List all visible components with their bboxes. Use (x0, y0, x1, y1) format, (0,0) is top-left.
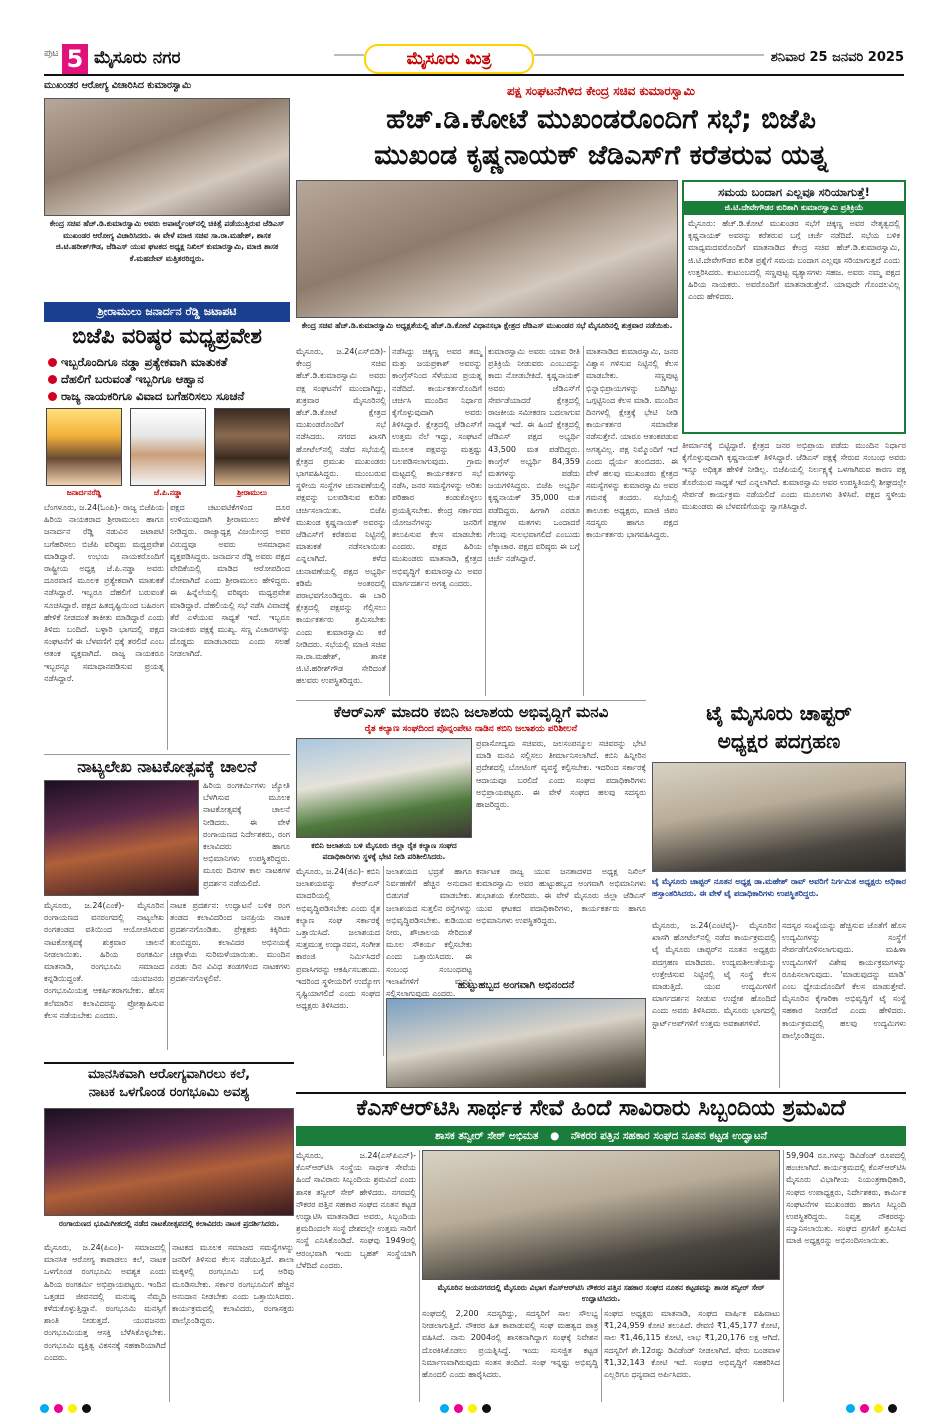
tie-lead: ಟೈ ಮೈಸೂರು ಚಾಪ್ಟರ್ ನೂತನ ಅಧ್ಯಕ್ಷ ಡಾ.ಮಹೇಶ್ ರಾವ್ ಅವರಿಗೆ ನಿರ್ಗಮಿತ ಅಧ್ಯಕ್ಷರು ಅಧಿಕಾರ ಹಸ್ತಾಂತರಿಸಿದರು. ಈ ವೇಳೆ ಟೈ ಪದಾಧಿಕಾರಿಗಳು ಉಪಸ್ಥಿತರಿದ್ದರು. (652, 877, 906, 899)
tag-separator-icon: ● (550, 1130, 560, 1142)
top-left-kicker: ಮುಖಂಡರ ಆರೋಗ್ಯ ವಿಚಾರಿಸಿದ ಕುಮಾರಸ್ವಾಮಿ (44, 80, 192, 91)
name-sriramulu: ಶ್ರೀರಾಮುಲು (237, 488, 267, 497)
column-rule (167, 502, 168, 750)
tie-col1: ಮೈಸೂರು, ಜ.24(ಎಂಟಿವೈ)- ಮೈಸೂರಿನ ಖಾಸಗಿ ಹೋಟೆಲ್‌ನಲ್ಲಿ ನಡೆದ ಕಾರ್ಯಕ್ರಮದಲ್ಲಿ ಟೈ ಮೈಸೂರು ಚಾಪ್ಟರ್‌ನ ನೂತನ ಅಧ್ಯಕ್ಷರು ಪದಗ್ರಹಣ ಮಾಡಿದರು. ಉದ್ಯಮಶೀಲತೆಯನ್ನು ಉತ್ತೇಜಿಸುವ ನಿಟ್ಟಿನಲ್ಲಿ ಟೈ ಸಂಸ್ಥೆ ಕೆಲಸ ಮಾಡುತ್ತಿದೆ. ಯುವ ಉದ್ಯಮಿಗಳಿಗೆ ಮಾರ್ಗದರ್ಶನ ನೀಡುವ ಉದ್ದೇಶ ಹೊಂದಿದೆ ಎಂದು ಅವರು ತಿಳಿಸಿದರು. ಮೈಸೂರು ಭಾಗದಲ್ಲಿ ಸ್ಟಾರ್ಟ್‌ಅಪ್‌ಗಳಿಗೆ ಉತ್ತಮ ಅವಕಾಶಗಳಿವೆ. (652, 921, 776, 1028)
cyan-dot-icon (846, 1404, 855, 1413)
color-registration-marks (846, 1404, 916, 1416)
portrait-janardhana-reddy (46, 408, 122, 486)
theatre-col2: ನಾಟಕದ ಮೂಲಕ ಸಮಾಜದ ಸಮಸ್ಯೆಗಳನ್ನು ಜನರಿಗೆ ತಿಳಿಸುವ ಕೆಲಸ ನಡೆಯುತ್ತಿದೆ. ಶಾಲಾ ಮಕ್ಕಳಲ್ಲಿ ರಂಗಭೂಮಿ ಬಗ್ಗೆ ಅರಿವು ಮೂಡಿಸಬೇಕು. ಸರ್ಕಾರ ರಂಗಭೂಮಿಗೆ ಹೆಚ್ಚಿನ ಅನುದಾನ ನೀಡಬೇಕು ಎಂದು ಒತ್ತಾಯಿಸಿದರು. ಕಾರ್ಯಕ್ರಮದಲ್ಲಿ ಕಲಾವಿದರು, ರಂಗಾಸಕ್ತರು ಪಾಲ್ಗೊಂಡಿದ್ದರು. (172, 1243, 294, 1326)
theatre-headline-line1: ಮಾನಸಿಕವಾಗಿ ಆರೋಗ್ಯವಾಗಿರಲು ಕಲೆ, (87, 1067, 251, 1082)
anganwadi-text: ಕರ್ನಾಟಕ ರಾಜ್ಯ ಯುವ ಜನತಾದಳದ ಅಧ್ಯಕ್ಷ ನಿಖಿಲ್ ಕುಮಾರಸ್ವಾಮಿ ಅವರ ಹುಟ್ಟುಹಬ್ಬದ ಅಂಗವಾಗಿ ಅಭಿಮಾನಿಗಳು ಶುಭಾಶಯ ಕೋರಿದರು. ಈ ವೇಳೆ ಮೈಸೂರು ಜಿಲ್ಲಾ ಜೆಡಿಎಸ್ ಯುವ ಘಟಕದ ಪದಾಧಿಕಾರಿಗಳು, ಕಾರ್ಯಕರ್ತರು ಹಾಗೂ ಅಭಿಮಾನಿಗಳು ಉಪಸ್ಥಿತರಿದ್ದರು. (476, 867, 646, 925)
main-story-photo (296, 180, 678, 318)
main-story-col1: ಮೈಸೂರು, ಜ.24(ಎಸ್‌ಬಿಡಿ)- ಕೇಂದ್ರ ಸಚಿವ ಹೆಚ್.ಡಿ.ಕುಮಾರಸ್ವಾಮಿ ಅವರು ಪಕ್ಷ ಸಂಘಟನೆಗೆ ಮುಂದಾಗಿದ್ದು, ಶುಕ್ರವಾರ ಮೈಸೂರಿನಲ್ಲಿ ಹೆಚ್.ಡಿ.ಕೋಟೆ ಕ್ಷೇತ್ರದ ಮುಖಂಡರೊಂದಿಗೆ ಸಭೆ ನಡೆಸಿದರು. ನಗರದ ಖಾಸಗಿ ಹೋಟೆಲ್‌ನಲ್ಲಿ ನಡೆದ ಸಭೆಯಲ್ಲಿ ಕ್ಷೇತ್ರದ ಪ್ರಮುಖ ಮುಖಂಡರು ಭಾಗವಹಿಸಿದ್ದರು. ಮುಂಬರುವ ಸ್ಥಳೀಯ ಸಂಸ್ಥೆಗಳ ಚುನಾವಣೆಯಲ್ಲಿ ಪಕ್ಷವನ್ನು ಬಲಪಡಿಸುವ ಕುರಿತು ಚರ್ಚಿಸಲಾಯಿತು. ಬಿಜೆಪಿ ಮುಖಂಡ ಕೃಷ್ಣನಾಯಕ್ ಅವರನ್ನು ಜೆಡಿಎಸ್‌ಗೆ ಕರೆತರುವ ನಿಟ್ಟಿನಲ್ಲಿ ಮಾತುಕತೆ ನಡೆಸಲಾಯಿತು ಎನ್ನಲಾಗಿದೆ. ಕಳೆದ ಚುನಾವಣೆಯಲ್ಲಿ ಪಕ್ಷದ ಅಭ್ಯರ್ಥಿ ಕಡಿಮೆ ಅಂತರದಲ್ಲಿ ಪರಾಭವಗೊಂಡಿದ್ದರು. ಈ ಬಾರಿ ಕ್ಷೇತ್ರದಲ್ಲಿ ಪಕ್ಷವನ್ನು ಗೆಲ್ಲಿಸಲು ಕಾರ್ಯಕರ್ತರು ಶ್ರಮಿಸಬೇಕು ಎಂದು ಕುಮಾರಸ್ವಾಮಿ ಕರೆ ನೀಡಿದರು. ಸಭೆಯಲ್ಲಿ ಮಾಜಿ ಸಚಿವ ಸಾ.ರಾ.ಮಹೇಶ್, ಶಾಸಕ ಜಿ.ಟಿ.ಹರೀಶ್‌ಗೌಡ ಸೇರಿದಂತೆ ಹಲವರು ಉಪಸ್ಥಿತರಿದ್ದರು. (296, 347, 386, 686)
masthead-rule (334, 54, 364, 56)
section-name: ಮೈಸೂರು ನಗರ (94, 48, 181, 68)
masthead-rule (534, 54, 764, 56)
main-story-photo-caption: ಕೇಂದ್ರ ಸಚಿವ ಹೆಚ್.ಡಿ.ಕುಮಾರಸ್ವಾಮಿ ಅಧ್ಯಕ್ಷತೆಯಲ್ಲಿ ಹೆಚ್.ಡಿ.ಕೋಟೆ ವಿಧಾನಸಭಾ ಕ್ಷೇತ್ರದ ಜೆಡಿಎಸ್ ಮುಖಂಡರ ಸಭೆ ಮೈಸೂರಿನಲ್ಲಿ ಶುಕ್ರವಾರ ನಡೆಯಿತು. (301, 321, 673, 330)
issue-date: ಶನಿವಾರ 25 ಜನವರಿ 2025 (770, 50, 904, 65)
tie-col2: ಸದಸ್ಯರ ಸಂಖ್ಯೆಯನ್ನು ಹೆಚ್ಚಿಸುವ ಜೊತೆಗೆ ಹೊಸ ಉದ್ಯಮಿಗಳನ್ನು ಸಂಸ್ಥೆಗೆ ಸೇರ್ಪಡೆಗೊಳಿಸಲಾಗುವುದು. ಮಹಿಳಾ ಉದ್ಯಮಿಗಳಿಗೆ ವಿಶೇಷ ಕಾರ್ಯಕ್ರಮಗಳನ್ನು ರೂಪಿಸಲಾಗುವುದು. 'ಮಾಡುವುದನ್ನು ಮಾಡಿ' ಎಂಬ ಧ್ಯೇಯದೊಂದಿಗೆ ಕೆಲಸ ಮಾಡುತ್ತೇವೆ. ಮೈಸೂರಿನ ಕೈಗಾರಿಕಾ ಅಭಿವೃದ್ಧಿಗೆ ಟೈ ಸಂಸ್ಥೆ ಸಹಕಾರ ನೀಡಲಿದೆ ಎಂದು ಹೇಳಿದರು. ಕಾರ್ಯಕ್ರಮದಲ್ಲಿ ಹಲವು ಉದ್ಯಮಿಗಳು ಪಾಲ್ಗೊಂಡಿದ್ದರು. (782, 921, 906, 1040)
magenta-dot-icon (454, 1404, 463, 1413)
anganwadi-photo (386, 998, 646, 1088)
name-janardhana-reddy: ಜನಾರ್ದನರೆಡ್ಡಿ (66, 488, 102, 497)
page-label: ಪುಟ (44, 48, 59, 59)
side-box (682, 180, 906, 434)
name-jp-nadda: ಜೆ.ಪಿ.ನಡ್ಡಾ (153, 488, 183, 497)
black-dot-icon (82, 1404, 91, 1413)
bjp-story-headline: ಬಿಜೆಪಿ ವರಿಷ್ಠರ ಮಧ್ಯಪ್ರವೇಶ (72, 324, 262, 348)
cyan-dot-icon (40, 1404, 49, 1413)
kabini-story-subhead: ರೈತ ಕಲ್ಯಾಣ ಸಂಘದಿಂದ ಪೊನ್ನಂಪೇಟ ನಾಡಿನ ಕಬಿನಿ ಜಲಾಶಯ ಪರಿಶೀಲನೆ (364, 724, 578, 734)
black-dot-icon (888, 1404, 897, 1413)
ksrtc-headline: ಕೆಎಸ್‌ಆರ್‌ಟಿಸಿ ಸಾರ್ಥಕ ಸೇವೆ ಹಿಂದೆ ಸಾವಿರಾರು ಸಿಬ್ಬಂದಿಯ ಶ್ರಮವಿದೆ (356, 1096, 846, 1121)
column-rule (779, 920, 780, 1088)
column-rule (167, 900, 168, 1050)
tie-headline-line1: ಟೈ ಮೈಸೂರು ಚಾಪ್ಟರ್ (706, 701, 852, 725)
bjp-story-col1: ಬೆಂಗಳೂರು, ಜ.24(ಓಂಪಿ)- ರಾಜ್ಯ ಬಿಜೆಪಿಯ ಹಿರಿಯ ನಾಯಕರಾದ ಶ್ರೀರಾಮುಲು ಹಾಗೂ ಜನಾರ್ದನ ರೆಡ್ಡಿ ನಡುವಿನ ಜಟಾಪಟಿ ಬಗೆಹರಿಸಲು ಬಿಜೆಪಿ ವರಿಷ್ಠರು ಮಧ್ಯಪ್ರವೇಶ ಮಾಡಿದ್ದಾರೆ. ಉಭಯ ನಾಯಕರೊಂದಿಗೆ ರಾಷ್ಟ್ರೀಯ ಅಧ್ಯಕ್ಷ ಜೆ.ಪಿ.ನಡ್ಡಾ ಅವರು ದೂರವಾಣಿ ಮೂಲಕ ಪ್ರತ್ಯೇಕವಾಗಿ ಮಾತುಕತೆ ನಡೆಸಿದ್ದಾರೆ. ಇಬ್ಬರೂ ದೆಹಲಿಗೆ ಬರುವಂತೆ ಸೂಚಿಸಿದ್ದಾರೆ. ಪಕ್ಷದ ಹಿತದೃಷ್ಟಿಯಿಂದ ಬಹಿರಂಗ ಹೇಳಿಕೆ ನೀಡದಂತೆ ತಾಕೀತು ಮಾಡಿದ್ದಾರೆ ಎಂದು ತಿಳಿದು ಬಂದಿದೆ. ಬಳ್ಳಾರಿ ಭಾಗದಲ್ಲಿ ಪಕ್ಷದ ಸಂಘಟನೆಗೆ ಈ ಬೆಳವಣಿಗೆ ಧಕ್ಕೆ ತರಲಿದೆ ಎಂಬ ಆತಂಕ ವ್ಯಕ್ತವಾಗಿದೆ. ರಾಜ್ಯ ನಾಯಕರೂ ಇಬ್ಬರನ್ನೂ ಸಮಾಧಾನಪಡಿಸುವ ಪ್ರಯತ್ನ ನಡೆಸಿದ್ದಾರೆ. (44, 503, 164, 683)
drama-story-headline: ನಾಟ್ಯಲೇಖ ನಾಟಕೋತ್ಸವಕ್ಕೆ ಚಾಲನೆ (77, 757, 257, 776)
drama-story-col2: ನಾಟಕ ಪ್ರದರ್ಶನ: ಉದ್ಘಾಟನೆ ಬಳಿಕ ರಂಗ ತಂಡದ ಕಲಾವಿದರಿಂದ ಜನಪ್ರಿಯ ನಾಟಕ ಪ್ರದರ್ಶನಗೊಂಡಿತು. ಪ್ರೇಕ್ಷಕರು ಕಿಕ್ಕಿರಿದು ತುಂಬಿದ್ದರು. ಕಲಾವಿದರ ಅಭಿನಯಕ್ಕೆ ಚಪ್ಪಾಳೆಯ ಸುರಿಮಳೆಯಾಯಿತು. ಮುಂದಿನ ಎರಡು ದಿನ ವಿವಿಧ ತಂಡಗಳಿಂದ ನಾಟಕಗಳು ಪ್ರದರ್ಶನಗೊಳ್ಳಲಿವೆ. (170, 901, 290, 984)
theatre-headline-line2: ನಾಟಕ ಒಳಗೊಂಡ ರಂಗಭೂಮಿ ಅವಶ್ಯ (88, 1085, 250, 1100)
bjp-bullets (48, 354, 290, 405)
yellow-dot-icon (468, 1404, 477, 1413)
theatre-stage-photo (44, 1108, 294, 1216)
portrait-sriramulu (214, 408, 290, 486)
kabini-story-col2: ಜಲಾಶಯದ ಭದ್ರತೆ ಹಾಗೂ ನಿರ್ವಹಣೆಗೆ ಹೆಚ್ಚಿನ ಅನುದಾನ ಬಿಡುಗಡೆ ಮಾಡಬೇಕು. ಜಲಾಶಯದ ಸುತ್ತಲಿನ ರಸ್ತೆಗಳನ್ನು ಅಭಿವೃದ್ಧಿಪಡಿಸಬೇಕು. ಕುಡಿಯುವ ನೀರು, ಶೌಚಾಲಯ ಸೇರಿದಂತೆ ಮೂಲ ಸೌಕರ್ಯ ಕಲ್ಪಿಸಬೇಕು ಎಂದು ಒತ್ತಾಯಿಸಿದರು. ಈ ಸಂಬಂಧ ಸಂಬಂಧಪಟ್ಟ ಇಲಾಖೆಗಳಿಗೆ ಮನವಿ ಸಲ್ಲಿಸಲಾಗುವುದು ಎಂದರು. (386, 867, 472, 999)
column-rule (419, 1150, 420, 1402)
ksrtc-photo-caption: ಮೈಸೂರಿನ ಜಯನಗರದಲ್ಲಿ ಮೈಸೂರು ವಿಭಾಗ ಕೆಎಸ್‌ಆರ್‌ಟಿಸಿ ನೌಕರರ ಪತ್ತಿನ ಸಹಕಾರ ಸಂಘದ ನೂತನ ಕಟ್ಟಡವನ್ನು ಶಾಸಕ ತನ್ವೀರ್ ಸೇಠ್ ಉದ್ಘಾಟಿಸಿದರು. (437, 1283, 765, 1303)
section-rule (296, 700, 646, 701)
color-registration-marks (440, 1404, 510, 1416)
main-story-col4: ಮಾತನಾಡಿದ ಕುಮಾರಸ್ವಾಮಿ, ಜನರ ವಿಶ್ವಾಸ ಗಳಿಸುವ ನಿಟ್ಟಿನಲ್ಲಿ ಕೆಲಸ ಮಾಡಬೇಕು. ಸಣ್ಣಪುಟ್ಟ ಭಿನ್ನಾಭಿಪ್ರಾಯಗಳನ್ನು ಬದಿಗಿಟ್ಟು ಒಗ್ಗಟ್ಟಿನಿಂದ ಕೆಲಸ ಮಾಡಿ. ಮುಂದಿನ ದಿನಗಳಲ್ಲಿ ಕ್ಷೇತ್ರಕ್ಕೆ ಭೇಟಿ ನೀಡಿ ಕಾರ್ಯಕರ್ತರ ಸಮಾವೇಶ ನಡೆಸುತ್ತೇನೆ. ಯಾರೂ ಆತಂಕಪಡುವ ಅಗತ್ಯವಿಲ್ಲ. ಪಕ್ಷ ನಿಮ್ಮೊಂದಿಗೆ ಇದೆ ಎಂದು ಧೈರ್ಯ ತುಂಬಿದರು. ಈ ವೇಳೆ ಹಲವು ಮುಖಂಡರು ಕ್ಷೇತ್ರದ ಸಮಸ್ಯೆಗಳನ್ನು ಕುಮಾರಸ್ವಾಮಿ ಅವರ ಗಮನಕ್ಕೆ ತಂದರು. ಸಭೆಯಲ್ಲಿ ತಾಲೂಕು ಅಧ್ಯಕ್ಷರು, ಮಾಜಿ ಜಿಪಂ ಸದಸ್ಯರು ಹಾಗೂ ಪಕ್ಷದ ಕಾರ್ಯಕರ್ತರು ಭಾಗವಹಿಸಿದ್ದರು. (586, 347, 678, 540)
column-rule (485, 346, 486, 696)
bjp-story-col2: ಪಕ್ಷದ ಚಟುವಟಿಕೆಗಳಿಂದ ದೂರ ಉಳಿಯುವುದಾಗಿ ಶ್ರೀರಾಮುಲು ಹೇಳಿಕೆ ನೀಡಿದ್ದರು. ರಾಜ್ಯಾಧ್ಯಕ್ಷ ವಿಜಯೇಂದ್ರ ಅವರ ವಿರುದ್ಧವೂ ಅವರು ಅಸಮಾಧಾನ ವ್ಯಕ್ತಪಡಿಸಿದ್ದರು. ಜನಾರ್ದನ ರೆಡ್ಡಿ ಅವರು ಪಕ್ಷದ ವೇದಿಕೆಯಲ್ಲಿ ಮಾಡಿದ ಆರೋಪದಿಂದ ನೋವಾಗಿದೆ ಎಂದು ಶ್ರೀರಾಮುಲು ಹೇಳಿದ್ದರು. ಈ ಹಿನ್ನೆಲೆಯಲ್ಲಿ ವರಿಷ್ಠರು ಮಧ್ಯಪ್ರವೇಶ ಮಾಡಿದ್ದಾರೆ. ದೆಹಲಿಯಲ್ಲಿ ಸಭೆ ನಡೆಸಿ ವಿವಾದಕ್ಕೆ ತೆರೆ ಎಳೆಯುವ ಸಾಧ್ಯತೆ ಇದೆ. ಇಬ್ಬರೂ ನಾಯಕರು ಪಕ್ಷಕ್ಕೆ ಮುಖ್ಯ. ಸಣ್ಣ ವಿಚಾರಗಳನ್ನು ದೊಡ್ಡದು ಮಾಡಬಾರದು ಎಂದು ಸಲಹೆ ನೀಡಲಾಗಿದೆ. (170, 503, 290, 659)
main-headline-line2: ಮುಖಂಡ ಕೃಷ್ಣನಾಯಕ್ ಜೆಡಿಎಸ್‌ಗೆ ಕರೆತರುವ ಯತ್ನ (374, 140, 828, 171)
column-rule (583, 346, 584, 696)
magenta-dot-icon (54, 1404, 63, 1413)
column-rule (169, 1242, 170, 1402)
kabini-story-photo-caption: ಕಬಿನಿ ಜಲಾಶಯ ಬಳಿ ಮೈಸೂರು ಜಿಲ್ಲಾ ರೈತ ಕಲ್ಯಾಣ ಸಂಘದ ಪದಾಧಿಕಾರಿಗಳು ಸ್ಥಳಕ್ಕೆ ಭೇಟಿ ನೀಡಿ ಪರಿಶೀಲಿಸಿದರು. (311, 841, 457, 861)
main-headline-line1: ಹೆಚ್.ಡಿ.ಕೋಟೆ ಮುಖಂಡರೊಂದಿಗೆ ಸಭೆ; ಬಿಜೆಪಿ (386, 104, 816, 135)
masthead (44, 44, 904, 76)
ksrtc-tag-bar (296, 1126, 906, 1146)
bjp-story-kicker: ಶ್ರೀರಾಮುಲು ಜನಾರ್ದನ ರೆಡ್ಡಿ ಜಟಾಪಟಿ (44, 302, 290, 322)
ksrtc-col3: ಸಂಘದ ಅಧ್ಯಕ್ಷರು ಮಾತನಾಡಿ, ಸಂಘದ ವಾರ್ಷಿಕ ವಹಿವಾಟು ₹1,24,959 ಕೋಟಿ ತಲುಪಿದೆ. ಠೇವಣಿ ₹1,45,177 ಕೋಟಿ, ಸಾಲ ₹1,46,115 ಕೋಟಿ, ಲಾಭ ₹1,20,176 ಲಕ್ಷ ಆಗಿದೆ. ಸದಸ್ಯರಿಗೆ ಶೇ.12ರಷ್ಟು ಡಿವಿಡೆಂಡ್ ನೀಡಲಾಗಿದೆ. ಷೇರು ಬಂಡವಾಳ ₹1,32,143 ಕೋಟಿ ಇದೆ. ಸಂಘದ ಅಭಿವೃದ್ಧಿಗೆ ಸಹಕರಿಸಿದ ಎಲ್ಲರಿಗೂ ಧನ್ಯವಾದ ಅರ್ಪಿಸಿದರು. (604, 1309, 780, 1380)
health-visit-photo (44, 98, 290, 216)
black-dot-icon (482, 1404, 491, 1413)
bullet-icon (48, 375, 57, 384)
main-story-kicker: ಪಕ್ಷ ಸಂಘಟನೆಗಿಳಿದ ಕೇಂದ್ರ ಸಚಿವ ಕುಮಾರಸ್ವಾಮಿ (296, 80, 906, 104)
drama-story-side-text: ಹಿರಿಯ ರಂಗಕರ್ಮಿಗಳು ಜ್ಯೋತಿ ಬೆಳಗಿಸುವ ಮೂಲಕ ನಾಟಕೋತ್ಸವಕ್ಕೆ ಚಾಲನೆ ನೀಡಿದರು. ಈ ವೇಳೆ ರಂಗಾಯಣದ ನಿರ್ದೇಶಕರು, ರಂಗ ಕಲಾವಿದರು ಹಾಗೂ ಅಭಿಮಾನಿಗಳು ಉಪಸ್ಥಿತರಿದ್ದರು. ಮೂರು ದಿನಗಳ ಕಾಲ ನಾಟಕಗಳ ಪ್ರದರ್ಶನ ನಡೆಯಲಿದೆ. (203, 781, 290, 888)
bjp-bullet: ಇಬ್ಬರೊಂದಿಗೂ ನಡ್ಡಾ ಪ್ರತ್ಯೇಕವಾಗಿ ಮಾತುಕತೆ (48, 354, 290, 371)
side-box-subhead: ಜಿ.ಟಿ.ದೇವೇಗೌಡರ ಕುರಿತಾಗಿ ಕುಮಾರಸ್ವಾಮಿ ಪ್ರತಿಕ್ರಿಯೆ (684, 201, 904, 215)
yellow-dot-icon (68, 1404, 77, 1413)
bullet-icon (48, 392, 57, 401)
kabini-story-headline: ಕೆಆರ್‌ಎಸ್ ಮಾದರಿ ಕಬಿನಿ ಜಲಾಶಯ ಅಭಿವೃದ್ಧಿಗೆ ಮನವಿ (333, 703, 609, 721)
paper-name: ಮೈಸೂರು ಮಿತ್ರ (364, 44, 534, 74)
ksrtc-photo (422, 1150, 780, 1280)
ksrtc-col2: ಸಂಘದಲ್ಲಿ 2,200 ಸದಸ್ಯರಿದ್ದು, ಸದಸ್ಯರಿಗೆ ಸಾಲ ಸೌಲಭ್ಯ ನೀಡಲಾಗುತ್ತಿದೆ. ನೌಕರರ ಹಿತ ಕಾಪಾಡುವಲ್ಲಿ ಸಂಘ ಮಹತ್ವದ ಪಾತ್ರ ವಹಿಸಿದೆ. ನಾನು 2004ರಲ್ಲಿ ಶಾಸಕನಾಗಿದ್ದಾಗ ಸಂಘಕ್ಕೆ ನಿವೇಶನ ದೊರಕಿಸಿಕೊಡಲು ಪ್ರಯತ್ನಿಸಿದ್ದೆ. ಇಂದು ಸುಸಜ್ಜಿತ ಕಟ್ಟಡ ನಿರ್ಮಾಣವಾಗಿರುವುದು ಸಂತಸ ತಂದಿದೆ. ಸಂಘ ಇನ್ನಷ್ಟು ಅಭಿವೃದ್ಧಿ ಹೊಂದಲಿ ಎಂದು ಹಾರೈಸಿದರು. (422, 1309, 598, 1380)
drama-story-photo (44, 780, 199, 896)
section-rule (296, 1092, 906, 1094)
ksrtc-tag1: ಶಾಸಕ ತನ್ವೀರ್ ಸೇಠ್ ಅಭಿಮತ (434, 1130, 539, 1142)
kabini-story-col3: ಪ್ರವಾಸೋದ್ಯಮ ಸಚಿವರು, ಜಲಸಂಪನ್ಮೂಲ ಸಚಿವರನ್ನು ಭೇಟಿ ಮಾಡಿ ಮನವಿ ಸಲ್ಲಿಸಲು ತೀರ್ಮಾನಿಸಲಾಗಿದೆ. ಕಬಿನಿ ಹಿನ್ನೀರಿನ ಪ್ರದೇಶದಲ್ಲಿ ಬೋಟಿಂಗ್ ವ್ಯವಸ್ಥೆ ಕಲ್ಪಿಸಬೇಕು. ಇದರಿಂದ ಸರ್ಕಾರಕ್ಕೆ ಆದಾಯವೂ ಬರಲಿದೆ ಎಂದು ಸಂಘದ ಪದಾಧಿಕಾರಿಗಳು ಅಭಿಪ್ರಾಯಪಟ್ಟರು. ಈ ವೇಳೆ ಸಂಘದ ಹಲವು ಸದಸ್ಯರು ಹಾಜರಿದ್ದರು. (476, 739, 646, 810)
column-rule (383, 866, 384, 1056)
ksrtc-col4: 59,904 ರೂ.ಗಳನ್ನು ಡಿವಿಡೆಂಡ್ ರೂಪದಲ್ಲಿ ಹಂಚಲಾಗಿದೆ. ಕಾರ್ಯಕ್ರಮದಲ್ಲಿ ಕೆಎಸ್‌ಆರ್‌ಟಿಸಿ ಮೈಸೂರು ವಿಭಾಗೀಯ ನಿಯಂತ್ರಣಾಧಿಕಾರಿ, ಸಂಘದ ಉಪಾಧ್ಯಕ್ಷರು, ನಿರ್ದೇಶಕರು, ಕಾರ್ಮಿಕ ಸಂಘಟನೆಗಳ ಮುಖಂಡರು ಹಾಗೂ ಸಿಬ್ಬಂದಿ ಉಪಸ್ಥಿತರಿದ್ದರು. ನಿವೃತ್ತ ನೌಕರರನ್ನು ಸನ್ಮಾನಿಸಲಾಯಿತು. ಸಂಘದ ಪ್ರಗತಿಗೆ ಶ್ರಮಿಸಿದ ಮಾಜಿ ಅಧ್ಯಕ್ಷರನ್ನು ಅಭಿನಂದಿಸಲಾಯಿತು. (786, 1151, 906, 1246)
column-rule (783, 1150, 784, 1402)
main-story-col5: ತೀರ್ಮಾನಕ್ಕೆ ಬಿಟ್ಟಿದ್ದಾರೆ. ಕ್ಷೇತ್ರದ ಜನರ ಅಭಿಪ್ರಾಯ ಪಡೆದು ಮುಂದಿನ ನಿರ್ಧಾರ ಕೈಗೊಳ್ಳುವುದಾಗಿ ಕೃಷ್ಣನಾಯಕ್ ತಿಳಿಸಿದ್ದಾರೆ. ಜೆಡಿಎಸ್ ಪಕ್ಷಕ್ಕೆ ಸೇರುವ ಸಂಬಂಧ ಅವರು ಇನ್ನೂ ಅಧಿಕೃತ ಹೇಳಿಕೆ ನೀಡಿಲ್ಲ. ಬಿಜೆಪಿಯಲ್ಲಿ ನಿರ್ಲಕ್ಷ್ಯಕ್ಕೆ ಒಳಗಾಗಿರುವ ಕಾರಣ ಪಕ್ಷ ತೊರೆಯುವ ಸಾಧ್ಯತೆ ಇದೆ ಎನ್ನಲಾಗಿದೆ. ಕುಮಾರಸ್ವಾಮಿ ಅವರ ಉಪಸ್ಥಿತಿಯಲ್ಲಿ ಶೀಘ್ರದಲ್ಲೇ ಸೇರ್ಪಡೆ ಕಾರ್ಯಕ್ರಮ ನಡೆಯಲಿದೆ ಎಂದು ಮೂಲಗಳು ತಿಳಿಸಿವೆ. ಪಕ್ಷದ ಸ್ಥಳೀಯ ಮುಖಂಡರು ಈ ಬೆಳವಣಿಗೆಯನ್ನು ಸ್ವಾಗತಿಸಿದ್ದಾರೆ. (682, 441, 906, 512)
ksrtc-col1: ಮೈಸೂರು, ಜ.24(ಎಸ್‌ಪಿಎನ್)- ಕೆಎಸ್‌ಆರ್‌ಟಿಸಿ ಸಂಸ್ಥೆಯ ಸಾರ್ಥಕ ಸೇವೆಯ ಹಿಂದೆ ಸಾವಿರಾರು ಸಿಬ್ಬಂದಿಯ ಶ್ರಮವಿದೆ ಎಂದು ಶಾಸಕ ತನ್ವೀರ್ ಸೇಠ್ ಹೇಳಿದರು. ನಗರದಲ್ಲಿ ನೌಕರರ ಪತ್ತಿನ ಸಹಕಾರ ಸಂಘದ ನೂತನ ಕಟ್ಟಡ ಉದ್ಘಾಟಿಸಿ ಮಾತನಾಡಿದ ಅವರು, ಸಿಬ್ಬಂದಿಯ ಶ್ರಮದಿಂದಲೇ ಸಂಸ್ಥೆ ದೇಶದಲ್ಲೇ ಉತ್ತಮ ಸಾರಿಗೆ ಸಂಸ್ಥೆ ಎನಿಸಿಕೊಂಡಿದೆ. ಸಂಘವು 1949ರಲ್ಲಿ ಆರಂಭವಾಗಿ ಇಂದು ಬೃಹತ್ ಸಂಸ್ಥೆಯಾಗಿ ಬೆಳೆದಿದೆ ಎಂದರು. (296, 1151, 416, 1270)
column-rule (389, 346, 390, 696)
side-box-headline: ಸಮಯ ಬಂದಾಗ ಎಲ್ಲವೂ ಸರಿಯಾಗುತ್ತೆ! (718, 185, 870, 199)
color-registration-marks (40, 1404, 110, 1416)
main-story-col2: ನಡೆಸಿದ್ದು ಚಿಕ್ಕಣ್ಣ ಅವರ ತಮ್ಮ ಮತ್ತು ಜಯಪ್ರಕಾಶ್ ಅವರನ್ನು ಕಾಂಗ್ರೆಸ್‌ನಿಂದ ಸೆಳೆಯುವ ಪ್ರಯತ್ನ ನಡೆದಿದೆ. ಕಾರ್ಯಕರ್ತರೊಂದಿಗೆ ಚರ್ಚಿಸಿ ಮುಂದಿನ ನಿರ್ಧಾರ ಕೈಗೊಳ್ಳುವುದಾಗಿ ಅವರು ತಿಳಿಸಿದ್ದಾರೆ. ಕ್ಷೇತ್ರದಲ್ಲಿ ಜೆಡಿಎಸ್‌ಗೆ ಉತ್ತಮ ನೆಲೆ ಇದ್ದು, ಸಂಘಟನೆ ಮೂಲಕ ಪಕ್ಷವನ್ನು ಮತ್ತಷ್ಟು ಬಲಪಡಿಸಲಾಗುವುದು. ಗ್ರಾಮ ಮಟ್ಟದಲ್ಲಿ ಕಾರ್ಯಕರ್ತರ ಸಭೆ ನಡೆಸಿ, ಜನರ ಸಮಸ್ಯೆಗಳನ್ನು ಅರಿತು ಪರಿಹಾರ ಕಂಡುಕೊಳ್ಳಲು ಪ್ರಯತ್ನಿಸಬೇಕು. ಕೇಂದ್ರ ಸರ್ಕಾರದ ಯೋಜನೆಗಳನ್ನು ಜನರಿಗೆ ತಲುಪಿಸುವ ಕೆಲಸ ಮಾಡಬೇಕು ಎಂದರು. ಪಕ್ಷದ ಹಿರಿಯ ಮುಖಂಡರು ಮಾತನಾಡಿ, ಕ್ಷೇತ್ರದ ಅಭಿವೃದ್ಧಿಗೆ ಕುಮಾರಸ್ವಾಮಿ ಅವರ ಮಾರ್ಗದರ್ಶನ ಅಗತ್ಯ ಎಂದರು. (392, 347, 482, 588)
column-rule (601, 1308, 602, 1402)
section-rule (44, 1062, 294, 1064)
anganwadi-headline: ಹುಟ್ಟುಹಬ್ಬದ ಅಂಗವಾಗಿ ಅಭಿನಂದನೆ (457, 980, 575, 991)
bullet-icon (48, 358, 57, 367)
main-story-col3: ಕುಮಾರಸ್ವಾಮಿ ಅವರು ಯಾವ ರೀತಿ ಪ್ರತಿಕ್ರಿಯೆ ನೀಡುವರು ಎಂಬುದನ್ನು ಕಾದು ನೋಡಬೇಕಿದೆ. ಕೃಷ್ಣನಾಯಕ್ ಅವರು ಜೆಡಿಎಸ್‌ಗೆ ಸೇರ್ಪಡೆಯಾದರೆ ಕ್ಷೇತ್ರದಲ್ಲಿ ರಾಜಕೀಯ ಸಮೀಕರಣ ಬದಲಾಗುವ ಸಾಧ್ಯತೆ ಇದೆ. ಈ ಹಿಂದೆ ಕ್ಷೇತ್ರದಲ್ಲಿ ಜೆಡಿಎಸ್ ಪಕ್ಷದ ಅಭ್ಯರ್ಥಿ 43,500 ಮತ ಪಡೆದಿದ್ದರು. ಕಾಂಗ್ರೆಸ್ ಅಭ್ಯರ್ಥಿ 84,359 ಮತಗಳನ್ನು ಪಡೆದು ಜಯಗಳಿಸಿದ್ದರು. ಬಿಜೆಪಿ ಅಭ್ಯರ್ಥಿ ಕೃಷ್ಣನಾಯಕ್ 35,000 ಮತ ಪಡೆದಿದ್ದರು. ಹೀಗಾಗಿ ಎರಡೂ ಪಕ್ಷಗಳ ಮತಗಳು ಒಂದಾದರೆ ಗೆಲುವು ಸುಲಭವಾಗಲಿದೆ ಎಂಬುದು ಲೆಕ್ಕಾಚಾರ. ಪಕ್ಷದ ವರಿಷ್ಠರು ಈ ಬಗ್ಗೆ ಚರ್ಚೆ ನಡೆಸಿದ್ದಾರೆ. (488, 347, 580, 564)
tie-headline-line2: ಅಧ್ಯಕ್ಷರ ಪದಗ್ರಹಣ (717, 729, 841, 753)
bjp-bullet: ರಾಜ್ಯ ನಾಯಕರಿಗೂ ವಿವಾದ ಬಗೆಹರಿಸಲು ಸೂಚನೆ (48, 388, 290, 405)
page-number: 5 (62, 44, 88, 74)
theatre-stage-caption: ರಂಗಾಯಣದ ಭೂಮಿಗೀತದಲ್ಲಿ ನಡೆದ ನಾಟಕೋತ್ಸವದಲ್ಲಿ ಕಲಾವಿದರು ನಾಟಕ ಪ್ರದರ್ಶಿಸಿದರು. (58, 1219, 280, 1228)
magenta-dot-icon (860, 1404, 869, 1413)
ksrtc-tag2: ನೌಕರರ ಪತ್ತಿನ ಸಹಕಾರ ಸಂಘದ ನೂತನ ಕಟ್ಟಡ ಉದ್ಘಾಟನೆ (570, 1130, 768, 1142)
side-box-text: ಮೈಸೂರು: ಹೆಚ್.ಡಿ.ಕೋಟೆ ಮುಖಂಡರ ಸಭೆಗೆ ಚಿಕ್ಕಣ್ಣ ಅವರ ನೇತೃತ್ವದಲ್ಲಿ ಕೃಷ್ಣನಾಯಕ್ ಅವರನ್ನು ಕರೆತರುವ ಬಗ್ಗೆ ಚರ್ಚೆ ನಡೆದಿದೆ. ಸಭೆಯ ಬಳಿಕ ಮಾಧ್ಯಮದವರೊಂದಿಗೆ ಮಾತನಾಡಿದ ಕೇಂದ್ರ ಸಚಿವ ಹೆಚ್.ಡಿ.ಕುಮಾರಸ್ವಾಮಿ, ಜಿ.ಟಿ.ದೇವೇಗೌಡರ ಕುರಿತ ಪ್ರಶ್ನೆಗೆ ಸಮಯ ಬಂದಾಗ ಎಲ್ಲವೂ ಸರಿಯಾಗುತ್ತದೆ ಎಂದು ಉತ್ತರಿಸಿದರು. ಕುಟುಂಬದಲ್ಲಿ ಸಣ್ಣಪುಟ್ಟ ವ್ಯತ್ಯಾಸಗಳು ಸಹಜ. ಅವರು ನಮ್ಮ ಪಕ್ಷದ ಹಿರಿಯ ನಾಯಕರು. ಅವರೊಂದಿಗೆ ಮಾತನಾಡುತ್ತೇನೆ. ಯಾವುದೇ ಗೊಂದಲವಿಲ್ಲ ಎಂದು ಹೇಳಿದರು. (688, 219, 900, 302)
kabini-story-photo (296, 738, 472, 838)
kabini-story-col1: ಮೈಸೂರು, ಜ.24(ಜಿಎ)- ಕಬಿನಿ ಜಲಾಶಯವನ್ನು ಕೆಆರ್‌ಎಸ್ ಮಾದರಿಯಲ್ಲಿ ಅಭಿವೃದ್ಧಿಪಡಿಸಬೇಕು ಎಂದು ರೈತ ಕಲ್ಯಾಣ ಸಂಘ ಸರ್ಕಾರಕ್ಕೆ ಒತ್ತಾಯಿಸಿದೆ. ಜಲಾಶಯದ ಸುತ್ತಮುತ್ತ ಉದ್ಯಾನವನ, ಸಂಗೀತ ಕಾರಂಜಿ ನಿರ್ಮಿಸಿದರೆ ಪ್ರವಾಸಿಗರನ್ನು ಆಕರ್ಷಿಸಬಹುದು. ಇದರಿಂದ ಸ್ಥಳೀಯರಿಗೆ ಉದ್ಯೋಗ ಸೃಷ್ಟಿಯಾಗಲಿದೆ ಎಂದು ಸಂಘದ ಅಧ್ಯಕ್ಷರು ತಿಳಿಸಿದರು. (296, 867, 380, 1011)
health-visit-caption: ಕೇಂದ್ರ ಸಚಿವ ಹೆಚ್.ಡಿ.ಕುಮಾರಸ್ವಾಮಿ ಅವರು ಅಪಾರ್ಟ್ಮೆಂಟ್‌ನಲ್ಲಿ ಚಿಕಿತ್ಸೆ ಪಡೆಯುತ್ತಿರುವ ಜೆಡಿಎಸ್ ಮುಖಂಡರ ಆರೋಗ್ಯ ವಿಚಾರಿಸಿದರು. ಈ ವೇಳೆ ಮಾಜಿ ಸಚಿವ ಸಾ.ರಾ.ಮಹೇಶ್, ಶಾಸಕ ಜಿ.ಟಿ.ಹರೀಶ್‌ಗೌಡ, ಜೆಡಿಎಸ್ ಯುವ ಘಟಕದ ಅಧ್ಯಕ್ಷ ನಿಖಿಲ್ ಕುಮಾರಸ್ವಾಮಿ, ಮಾಜಿ ಶಾಸಕ ಕೆ.ಮಹದೇವ್ ಮತ್ತಿತರರಿದ್ದರು. (49, 219, 285, 263)
theatre-col1: ಮೈಸೂರು, ಜ.24(ಪಿಎಂ)- ಸಮಾಜದಲ್ಲಿ ಮಾನಸಿಕ ಆರೋಗ್ಯ ಕಾಪಾಡಲು ಕಲೆ, ನಾಟಕ ಒಳಗೊಂಡ ರಂಗಭೂಮಿ ಅವಶ್ಯಕ ಎಂದು ಹಿರಿಯ ರಂಗಕರ್ಮಿ ಅಭಿಪ್ರಾಯಪಟ್ಟರು. ಇಂದಿನ ಒತ್ತಡದ ಜೀವನದಲ್ಲಿ ಮನುಷ್ಯ ನೆಮ್ಮದಿ ಕಳೆದುಕೊಳ್ಳುತ್ತಿದ್ದಾನೆ. ರಂಗಭೂಮಿ ಮನಸ್ಸಿಗೆ ಶಾಂತಿ ನೀಡುತ್ತದೆ. ಯುವಜನರು ರಂಗಭೂಮಿಯತ್ತ ಆಸಕ್ತಿ ಬೆಳೆಸಿಕೊಳ್ಳಬೇಕು. ರಂಗಭೂಮಿ ವ್ಯಕ್ತಿತ್ವ ವಿಕಸನಕ್ಕೆ ಸಹಕಾರಿಯಾಗಿದೆ ಎಂದರು. (44, 1243, 166, 1362)
cyan-dot-icon (440, 1404, 449, 1413)
tie-photo (652, 762, 906, 872)
yellow-dot-icon (874, 1404, 883, 1413)
bjp-bullet: ದೆಹಲಿಗೆ ಬರುವಂತೆ ಇಬ್ಬರಿಗೂ ಆಹ್ವಾನ (48, 371, 290, 388)
portrait-jp-nadda (130, 408, 206, 486)
drama-story-col1: ಮೈಸೂರು, ಜ.24(ಎಂಕೆ)- ಮೈಸೂರಿನ ರಂಗಾಯಣದ ವನರಂಗದಲ್ಲಿ ನಾಟ್ಯಲೇಖ ರಂಗತಂಡದ ವತಿಯಿಂದ ಆಯೋಜಿಸಿರುವ ನಾಟಕೋತ್ಸವಕ್ಕೆ ಶುಕ್ರವಾರ ಚಾಲನೆ ನೀಡಲಾಯಿತು. ಹಿರಿಯ ರಂಗಕರ್ಮಿ ಮಾತನಾಡಿ, ರಂಗಭೂಮಿ ಸಮಾಜದ ಕನ್ನಡಿಯಿದ್ದಂತೆ. ಯುವಜನರು ರಂಗಭೂಮಿಯತ್ತ ಆಕರ್ಷಿತರಾಗಬೇಕು. ಹೊಸ ತಲೆಮಾರಿನ ಕಲಾವಿದರನ್ನು ಪ್ರೋತ್ಸಾಹಿಸುವ ಕೆಲಸ ನಡೆಯಬೇಕು ಎಂದರು. (44, 901, 164, 1020)
section-rule (44, 754, 290, 755)
